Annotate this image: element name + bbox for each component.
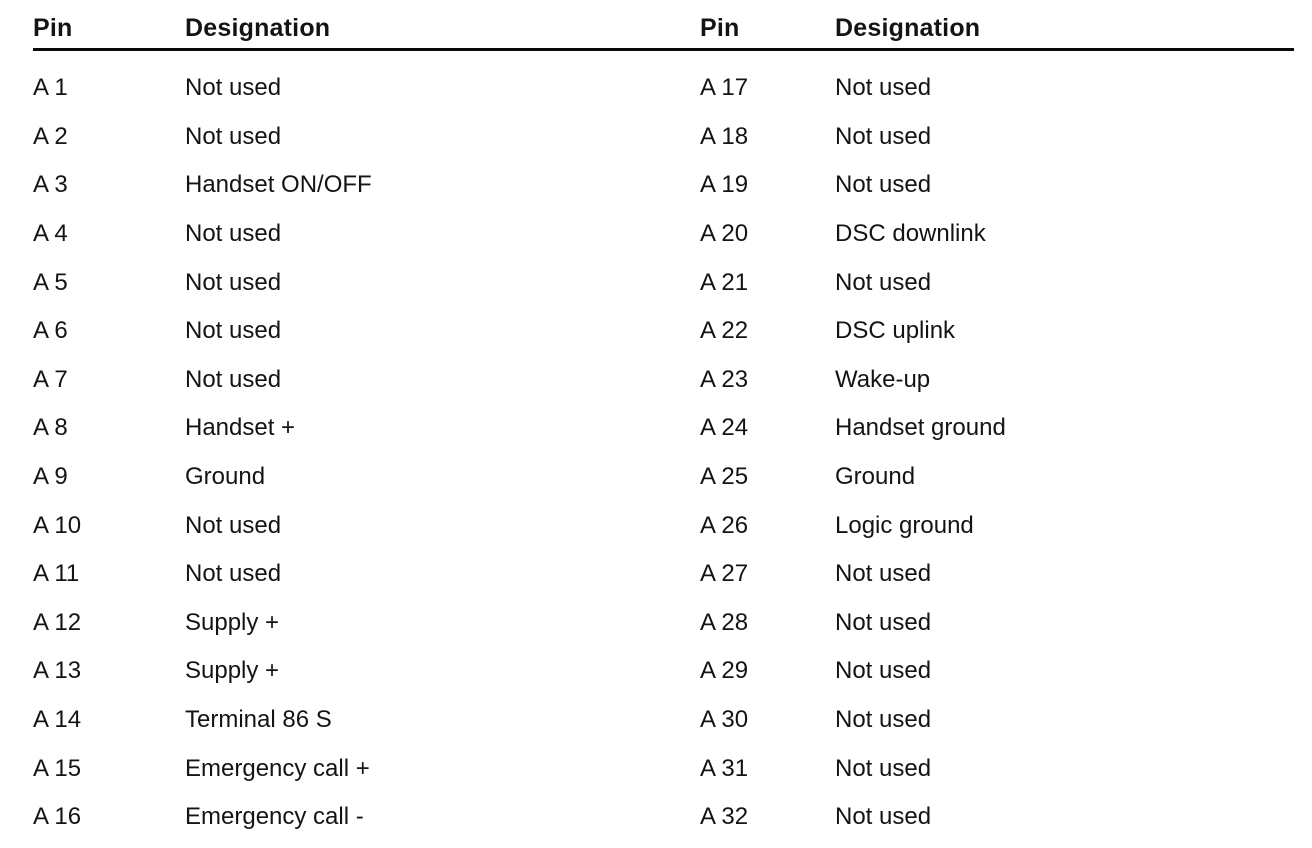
designation-cell: Handset ground: [835, 414, 1006, 442]
designation-cell: DSC downlink: [835, 220, 986, 248]
pin-cell: A 20: [700, 220, 749, 248]
designation-cell: Not used: [835, 803, 932, 831]
table-row: [33, 501, 700, 550]
table-row: [700, 599, 1294, 648]
table-row: [33, 599, 700, 648]
table-header-row: [33, 14, 700, 51]
designation-cell: Not used: [185, 74, 282, 102]
designation-cell: Not used: [185, 317, 282, 345]
table-row: [700, 501, 1294, 550]
pin-cell: A 18: [700, 122, 749, 150]
designation-cell: Not used: [835, 560, 932, 588]
designation-cell: Handset ON/OFF: [185, 171, 372, 199]
designation-cell: Emergency call -: [185, 803, 364, 831]
table-row: [33, 210, 700, 259]
table-row: [700, 647, 1294, 696]
table-row: [700, 793, 1294, 842]
designation-cell: Not used: [185, 365, 282, 393]
designation-cell: Ground: [835, 463, 916, 491]
pin-cell: A 3: [33, 171, 68, 199]
designation-cell: Not used: [185, 511, 282, 539]
table-rows: [700, 64, 1294, 842]
designation-cell: Terminal 86 S: [185, 706, 332, 734]
table-row: [33, 696, 700, 745]
designation-column-header: Designation: [835, 14, 981, 42]
table-row: [33, 356, 700, 405]
designation-cell: Not used: [185, 560, 282, 588]
pin-cell: A 28: [700, 608, 749, 636]
table-row: [700, 744, 1294, 793]
pin-cell: A 4: [33, 220, 68, 248]
pin-cell: A 32: [700, 803, 749, 831]
designation-cell: Not used: [835, 122, 932, 150]
table-row: [700, 210, 1294, 259]
pin-cell: A 29: [700, 657, 749, 685]
designation-cell: Wake-up: [835, 365, 931, 393]
pin-cell: A 9: [33, 463, 68, 491]
pin-cell: A 23: [700, 365, 749, 393]
pin-cell: A 10: [33, 511, 82, 539]
pin-cell: A 13: [33, 657, 82, 685]
table-rows: [33, 64, 700, 842]
pin-table-right: [700, 14, 1294, 842]
pin-cell: A 8: [33, 414, 68, 442]
table-row: [700, 258, 1294, 307]
pin-cell: A 14: [33, 706, 82, 734]
pin-cell: A 15: [33, 754, 82, 782]
pin-cell: A 2: [33, 122, 68, 150]
pin-cell: A 22: [700, 317, 749, 345]
designation-cell: Not used: [835, 754, 932, 782]
designation-cell: Not used: [835, 657, 932, 685]
pin-cell: A 16: [33, 803, 82, 831]
pin-cell: A 27: [700, 560, 749, 588]
designation-cell: Emergency call +: [185, 754, 370, 782]
table-row: [33, 64, 700, 113]
pin-cell: A 7: [33, 365, 68, 393]
table-row: [700, 404, 1294, 453]
pin-tables-container: [18, 14, 1294, 842]
table-row: [700, 64, 1294, 113]
table-row: [33, 453, 700, 502]
designation-cell: Supply +: [185, 608, 280, 636]
table-row: [33, 258, 700, 307]
table-row: [700, 356, 1294, 405]
table-row: [700, 696, 1294, 745]
pin-cell: A 17: [700, 74, 749, 102]
designation-cell: Not used: [835, 74, 932, 102]
pin-cell: A 11: [33, 560, 80, 588]
designation-cell: Logic ground: [835, 511, 974, 539]
pin-cell: A 21: [700, 268, 749, 296]
designation-column-header: Designation: [185, 14, 331, 42]
table-row: [33, 113, 700, 162]
pin-column-header: Pin: [700, 14, 740, 42]
pin-cell: A 25: [700, 463, 749, 491]
table-row: [33, 744, 700, 793]
pin-cell: A 5: [33, 268, 68, 296]
pin-cell: A 26: [700, 511, 749, 539]
table-row: [33, 647, 700, 696]
designation-cell: Not used: [835, 268, 932, 296]
designation-cell: Ground: [185, 463, 266, 491]
table-row: [700, 453, 1294, 502]
table-row: [700, 550, 1294, 599]
pin-cell: A 19: [700, 171, 749, 199]
table-row: [33, 161, 700, 210]
pin-cell: A 24: [700, 414, 749, 442]
pin-cell: A 1: [33, 74, 68, 102]
designation-cell: DSC uplink: [835, 317, 956, 345]
table-row: [700, 161, 1294, 210]
pin-cell: A 12: [33, 608, 82, 636]
designation-cell: Not used: [185, 122, 282, 150]
pin-cell: A 6: [33, 317, 68, 345]
table-row: [700, 307, 1294, 356]
pin-table-left: [18, 14, 700, 842]
table-row: [33, 793, 700, 842]
designation-cell: Not used: [185, 220, 282, 248]
designation-cell: Not used: [835, 706, 932, 734]
table-header-row: [700, 14, 1294, 51]
designation-cell: Handset +: [185, 414, 296, 442]
pin-cell: A 30: [700, 706, 749, 734]
designation-cell: Not used: [185, 268, 282, 296]
pin-cell: A 31: [700, 754, 749, 782]
designation-cell: Not used: [835, 608, 932, 636]
pin-column-header: Pin: [33, 14, 73, 42]
table-row: [33, 307, 700, 356]
designation-cell: Supply +: [185, 657, 280, 685]
table-row: [700, 113, 1294, 162]
table-row: [33, 550, 700, 599]
table-row: [33, 404, 700, 453]
designation-cell: Not used: [835, 171, 932, 199]
